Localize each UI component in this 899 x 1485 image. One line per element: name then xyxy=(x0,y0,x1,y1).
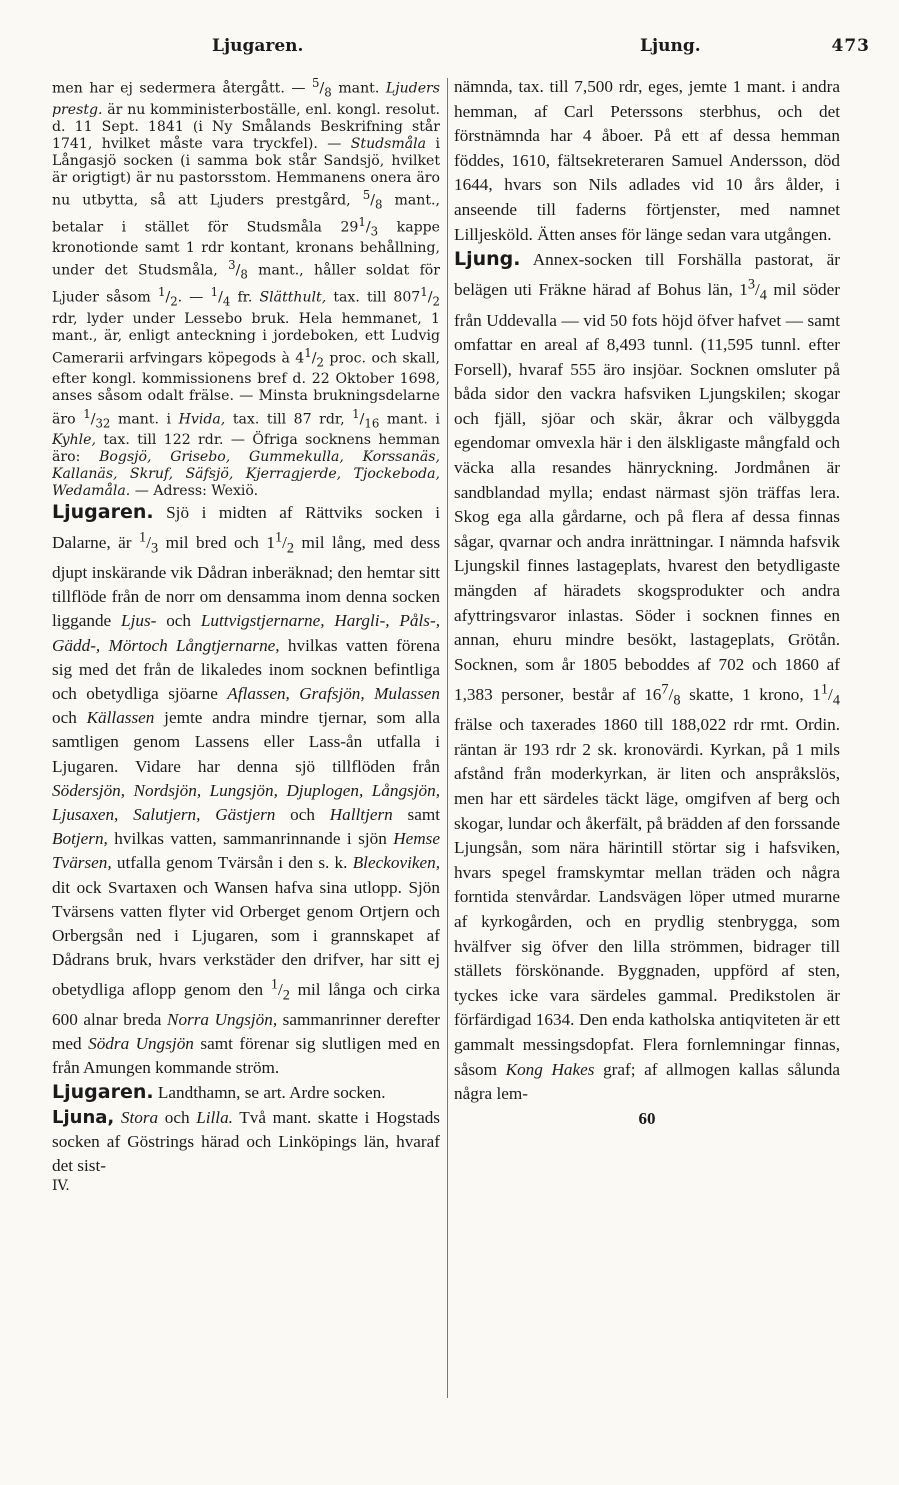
entry-ljuna-text: Stora och Lilla. Två mant. skatte i Hogstads socken af Göstrings härad och Linköpings län, hvaraf det sist- xyxy=(52,1107,440,1176)
signature-mark: IV. xyxy=(52,1178,70,1195)
entry-ljugaren-harbour xyxy=(52,1080,440,1105)
entry-ljung-text: Annex-socken till Forshälla pastorat, är belägen uti Fräkne härad af Bohus län, $1^3/_4$ mil söder från Uddevalla — vid 50 fots höjd öfver hafvet — samt omfattar en areal af 8,493 tunnl. (11,595 tunnl. efter Forsell), hvaraf 555 äro insjöar. Socknen omsluter på båda sidor den vackra hafsviken Ljungskilen; skogar och fjäll, sjöar och skär, åkrar och välbyggda egendomar omvexla här i den älskligaste mångfald och väcka alla resandes hänryckning. Jordmånen är sandblandad mylla; endast närmast sjön träffas lera. Skog ega alla gårdarne, och på flera af dessa finnas sågar, qvarnar och andra inrättningar. I nämnda hafsvik Ljungskil finnes lastageplats, hvarest den betydligaste mängden af häradets skogsprodukter och andra afyttringsvaror inlastas. Söder i socknen finnes en annan, ehuru mindre besökt, lastageplats, Grötån. Socknen, som år 1805 beboddes af 702 och 1860 af 1,383 personer, består af $16^7/_8$ skatte, 1 krono, $1^1/_4$ frälse och taxerades 1860 till 188,022 rdr rmt. Ordin. räntan är 193 rdr 2 sk. kronovärdi. Kyrkan, på 1 mils afstånd från moderkyrkan, är liten och anspråkslös, men har ett särdeles täckt läge, omgifven af berg och skogar, lundar och åkerfält, på brädden af den forssande Ljungsån, som nära härintill störtar sig i hafsviken, hvars spegel framskymtar mellan träden och några forntida stenvårdar. Landsvägen löper utmed murarne af kyrkogården, och en prydlig stenbrygga, som hvälfver sig öfver den lilla strömmen, bidrager till ställets förskönande. Byggnaden, uppförd af sten, tyckes icke vara särdeles gammal. Predikstolen är förfärdigad 1634. Den enda katholska antiqviteten är ett gammalt messingsdopfat. Flera fornlemningar finnas, såsom Kong Hakes graf; af allmogen kallas sålunda några lem- xyxy=(454,250,840,1104)
header-right-title: Ljung. xyxy=(640,36,701,56)
page-number: 473 xyxy=(831,36,870,56)
entry-ljugaren-lake xyxy=(52,500,440,1080)
ljuder-continuation-paragraph: men har ej sedermera återgått. — $^5/_8$ mant. Ljuders prestg. är nu komministerboställe, enl. kongl. resolut. d. 11 Sept. 1841 (i Ny Smålands Beskrifning står 1741, hvilket måste vara tryckfel). — Studsmåla i Långasjö socken (i samma bok står Sandsjö, hvilket är origtigt) är nu pastorsstom. Hemmanens onera äro nu utbytta, så att Ljuders prestgård, $^5/_8$ mant., betalar i stället för Studsmåla $29^1/_3$ kappe kronotionde samt 1 rdr kontant, kronans behållning, under det Studsmåla, $^3/_8$ mant., håller soldat för Ljuder såsom $^1/_2$. — $^1/_4$ fr. Slätthult, tax. till $807^1/_2$ rdr, lyder under Lessebo bruk. Hela hemmanet, 1 mant., är, enligt anteckning i jordeboken, ett Ludvig Camerarii arfvingars köpegods à $4^1/_2$ proc. och skall, efter kongl. kommissionens bref d. 22 Oktober 1698, anses såsom odalt frälse. — Minsta brukningsdelarne äro $^1/_{32}$ mant. i Hvida, tax. till 87 rdr, $^1/_{16}$ mant. i Kyhle, tax. till 122 rdr. — Öfriga socknens hemman äro: Bogsjö, Grisebo, Gummekulla, Korssanäs, Kallanäs, Skruf, Säfsjö, Kjerragjerde, Tjockeboda, Wedamåla. — Adress: Wexiö. xyxy=(52,76,441,500)
sheet-number: 60 xyxy=(638,1108,656,1128)
ljuna-continuation-paragraph: nämnda, tax. till 7,500 rdr, eges, jemte 1 mant. i andra hemman, af Carl Peterssons sterbhus, och det förstnämnda har 4 åboer. På ett af dessa hemman föddes, 1610, fältsekreteraren Samuel Andersson, död 1644, hvars son Nils adlades vid 10 års ålder, i anseende till faderns förtjenster, med namnet Lilljesköld. Ätten anses för länge sedan vara utgången. xyxy=(454,77,840,244)
headword-ljuna: Ljuna, xyxy=(52,1106,115,1128)
headword-ljugaren-2: Ljugaren. xyxy=(52,1081,154,1104)
column-divider xyxy=(447,78,448,1398)
left-column xyxy=(52,75,440,1194)
entry-ljuna xyxy=(52,1106,440,1179)
right-column xyxy=(454,75,840,1129)
running-header xyxy=(52,30,880,60)
headword-ljung: Ljung. xyxy=(454,248,521,271)
entry-ljung xyxy=(454,247,840,1107)
header-left-title: Ljugaren. xyxy=(212,36,304,56)
entry-ljugaren-lake-text: Sjö i midten af Rättviks socken i Dalarne, är $^1/_3$ mil bred och $1^1/_2$ mil lång, med dess djupt inskärande vik Dådran inberäknad; den hemtar sitt tillflöde från de norr om densamma inom denna socken liggande Ljus- och Luttvigstjernarne, Hargli-, Påls-, Gädd-, Mörtoch Långtjernarne, hvilkas vatten förena sig med det från de likaledes inom socknen befintliga och obetydliga sjöarne Aflassen, Grafsjön, Mulassen och Källassen jemte andra mindre tjernar, som alla samtligen genom Lassens eller Lass-ån utfalla i Ljugaren. Vidare har denna sjö tillflöden från Södersjön, Nordsjön, Lungsjön, Djuplogen, Långsjön, Ljusaxen, Salutjern, Gästjern och Halltjern samt Botjern, hvilkas vatten, sammanrinnande i sjön Hemse Tvärsen, utfalla genom Tvärsån i den s. k. Bleckoviken, dit ock Svartaxen och Wansen hafva sina utlopp. Sjön Tvärsens vatten flyter vid Orberget genom Ortjern och Orbergsån ned i Ljugaren, som i grannskapet af Dådrans bruk, hvars verkstäder den drifver, har sitt ej obetydliga aflopp genom den $^1/_2$ mil långa och cirka 600 alnar breda Norra Ungsjön, sammanrinner derefter med Södra Ungsjön samt förenar sig slutligen med en från Amungen kommande ström. xyxy=(52,503,441,1078)
entry-ljugaren-harbour-text: Landthamn, se art. Ardre socken. xyxy=(153,1083,386,1103)
headword-ljugaren: Ljugaren. xyxy=(52,501,154,524)
